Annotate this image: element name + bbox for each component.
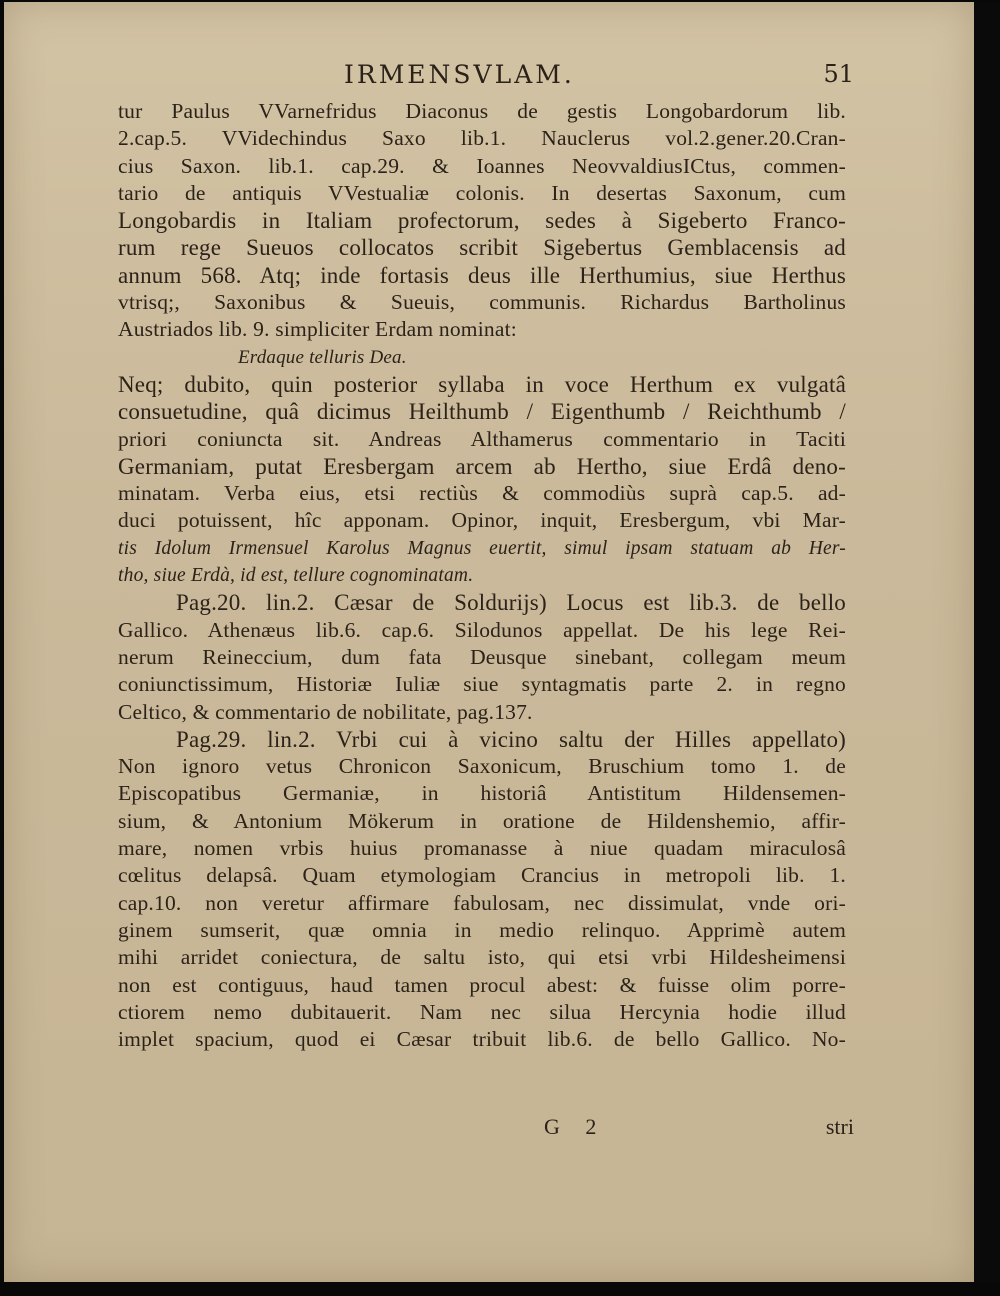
catchword: stri [825, 1114, 854, 1139]
text-line: Celtico, & commentario de nobilitate, pag.137. [118, 699, 533, 724]
text-line: Gallico. Athenæus lib.6. cap.6. Silodunos appellat. De his lege Rei- [118, 617, 846, 642]
text-line: implet spacium, quod ei Cæsar tribuit lib.6. de bello Gallico. No- [118, 1027, 846, 1052]
text-line: non est contiguus, haud tamen procul abest: & fuisse olim porre- [118, 972, 846, 997]
text-line: annum 568. Atq; inde fortasis deus ille Herthumius, siue Herthus [118, 262, 846, 288]
text-line: mihi arridet coniectura, de saltu isto, qui etsi vrbi Hildesheimensi [118, 945, 846, 970]
text-line: ginem sumserit, quæ omnia in medio relinquo. Apprimè autem [118, 917, 846, 942]
text-line: Germaniam, putat Eresbergam arcem ab Hertho, siue Erdâ deno- [118, 453, 846, 479]
text-line: nerum Reineccium, dum fata Deusque sinebant, collegam meum [118, 644, 846, 669]
page-footer [544, 1114, 854, 1144]
text-line: tis Idolum Irmensuel Karolus Magnus euertit, simul ipsam statuam ab Her- [118, 537, 846, 559]
text-line: tur Paulus VVarnefridus Diaconus de gestis Longobardorum lib. [118, 99, 846, 123]
scan-edge [974, 2, 1000, 1282]
text-line: consuetudine, quâ dicimus Heilthumb / Eigenthumb / Reichthumb / [118, 399, 846, 425]
book-page [4, 2, 974, 1282]
text-line: cius Saxon. lib.1. cap.29. & Ioannes NeovvaldiusICtus, commen- [118, 153, 846, 178]
page-header [344, 60, 864, 96]
text-line: coniunctissimum, Historiæ Iuliæ siue syntagmatis parte 2. in regno [118, 672, 846, 697]
verse-quote: Erdaque telluris Dea. [238, 346, 407, 368]
text-line: ctiorem nemo dubitauerit. Nam nec silua Hercynia hodie illud [118, 999, 846, 1024]
page-number: 51 [823, 60, 854, 88]
text-line: Austriados lib. 9. simpliciter Erdam nominat: [118, 317, 517, 342]
text-line: cœlitus delapsâ. Quam etymologiam Crancius in metropoli lib. 1. [118, 863, 846, 888]
text-line: Episcopatibus Germaniæ, in historiâ Antistitum Hildensemen- [118, 781, 846, 806]
text-line: duci potuissent, hîc apponam. Opinor, inquit, Eresbergum, vbi Mar- [118, 508, 846, 533]
text-line: cap.10. non veretur affirmare fabulosam, nec dissimulat, vnde ori- [118, 890, 846, 915]
text-line: tho, siue Erdà, id est, tellure cognominatam. [118, 565, 474, 587]
text-line: Longobardis in Italiam profectorum, sedes à Sigeberto Franco- [118, 208, 846, 234]
body-text [118, 98, 846, 1053]
text-line: Non ignoro vetus Chronicon Saxonicum, Bruschium tomo 1. de [118, 754, 846, 779]
text-line: vtrisq;, Saxonibus & Sueuis, communis. Richardus Bartholinus [118, 290, 846, 315]
text-line: rum rege Sueuos collocatos scribit Sigebertus Gemblacensis ad [118, 235, 846, 261]
text-line: priori coniuncta sit. Andreas Althamerus commentario in Taciti [118, 426, 846, 451]
text-line: Neq; dubito, quin posterior syllaba in voce Herthum ex vulgatâ [118, 371, 846, 397]
signature-mark: G 2 [544, 1114, 607, 1139]
text-line: 2.cap.5. VVidechindus Saxo lib.1. Nauclerus vol.2.gener.20.Cran- [118, 126, 846, 151]
text-line: sium, & Antonium Mökerum in oratione de Hildenshemio, affir- [118, 808, 846, 833]
text-line: mare, nomen vrbis huius promanasse à niue quadam miraculosâ [118, 836, 846, 861]
note-heading: Pag.29. lin.2. Vrbi cui à vicino saltu der Hilles appellato) [176, 726, 846, 752]
text-line: minatam. Verba eius, etsi rectiùs & commodiùs suprà cap.5. ad- [118, 481, 846, 506]
running-head: IRMENSVLAM. [344, 60, 575, 89]
text-line: tario de antiquis VVestualiæ colonis. In desertas Saxonum, cum [118, 180, 846, 205]
note-heading: Pag.20. lin.2. Cæsar de Soldurijs) Locus est lib.3. de bello [176, 590, 846, 616]
